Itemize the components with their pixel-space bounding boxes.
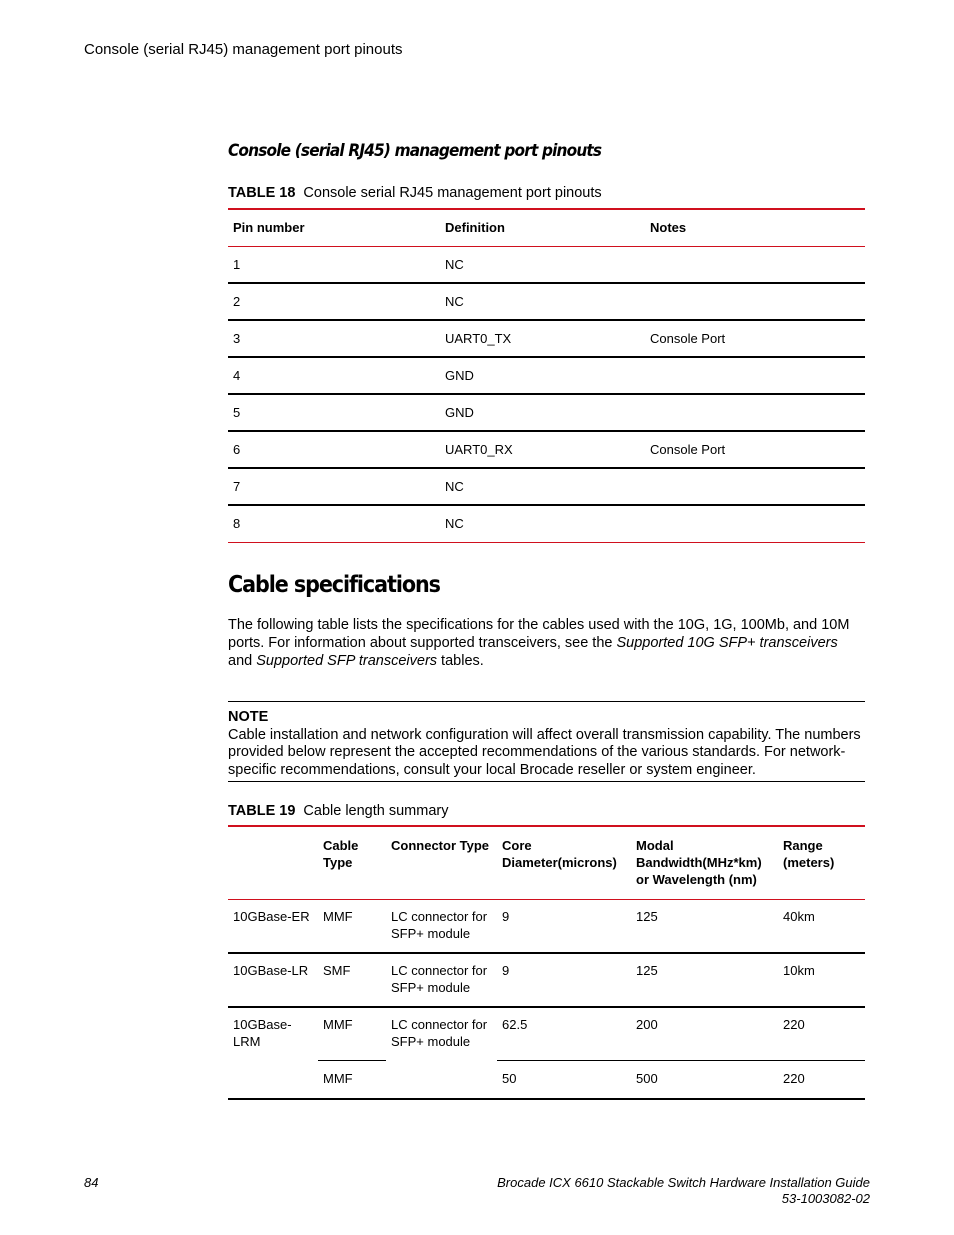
page-number: 84 bbox=[84, 1175, 99, 1190]
table-row bbox=[228, 246, 865, 283]
column-header: Definition bbox=[440, 209, 645, 246]
cable-type-cell: MMF bbox=[318, 1007, 386, 1060]
pin-cell: 8 bbox=[228, 505, 440, 542]
core-diameter-cell: 9 bbox=[497, 953, 631, 1007]
notes-cell: Console Port bbox=[645, 431, 865, 468]
table-row bbox=[228, 505, 865, 542]
transceiver-reference: Supported SFP transceivers bbox=[256, 653, 438, 669]
core-diameter-cell: 62.5 bbox=[497, 1007, 631, 1060]
range-cell: 220 bbox=[778, 1060, 865, 1099]
column-header bbox=[228, 826, 318, 900]
connector-cell: LC connector for SFP+ module bbox=[391, 909, 488, 941]
definition-cell: NC bbox=[445, 256, 464, 272]
definition-cell: UART0_RX bbox=[440, 431, 645, 468]
doc-title: Brocade ICX 6610 Stackable Switch Hardware Installation Guide bbox=[497, 1175, 870, 1190]
range-cell: 220 bbox=[778, 1007, 865, 1060]
core-diameter-cell: 9 bbox=[502, 909, 510, 924]
connector-cell-empty bbox=[386, 1060, 497, 1099]
table-number: TABLE 19 bbox=[228, 803, 296, 819]
column-header: Core Diameter(microns) bbox=[497, 826, 631, 900]
doc-number: 53-1003082-02 bbox=[781, 1191, 870, 1206]
pin-cell: 5 bbox=[228, 394, 440, 431]
definition-cell: NC bbox=[440, 283, 645, 320]
notes-cell bbox=[645, 357, 865, 394]
table-row bbox=[228, 283, 865, 320]
standard-cell: 10GBase-LR bbox=[228, 953, 318, 1007]
cable-type-cell: MMF bbox=[323, 909, 353, 924]
table-caption-text: Console serial RJ45 management port pinouts bbox=[303, 185, 602, 201]
note-box bbox=[228, 701, 865, 782]
table-header-row bbox=[228, 826, 865, 900]
table-row bbox=[228, 953, 865, 1007]
transceiver-reference: Supported 10G SFP+ transceivers bbox=[616, 635, 838, 651]
cable-type-cell: SMF bbox=[318, 953, 386, 1007]
column-header: Cable Type bbox=[318, 826, 386, 900]
footer-doc-info bbox=[497, 1175, 870, 1207]
pin-cell: 3 bbox=[228, 320, 440, 357]
notes-cell bbox=[645, 283, 865, 320]
pin-cell: 6 bbox=[228, 431, 440, 468]
column-header: Pin number bbox=[228, 209, 440, 246]
standard-cell: 10GBase-LRM bbox=[228, 1007, 318, 1099]
standard-cell: 10GBase-ER bbox=[233, 909, 310, 924]
bandwidth-cell: 200 bbox=[631, 1007, 778, 1060]
bandwidth-cell: 500 bbox=[631, 1060, 778, 1099]
intro-text: and bbox=[228, 653, 257, 669]
table-header-row bbox=[228, 209, 865, 246]
intro-text: tables. bbox=[437, 653, 484, 669]
core-diameter-cell: 50 bbox=[497, 1060, 631, 1099]
cable-type-cell: MMF bbox=[318, 1060, 386, 1099]
definition-cell: NC bbox=[440, 505, 645, 542]
table-row bbox=[228, 320, 865, 357]
notes-cell bbox=[645, 394, 865, 431]
table-row bbox=[228, 357, 865, 394]
table-row bbox=[228, 468, 865, 505]
intro-text: The following table lists the specifications for the cables used with the 10G, 1G, 100Mb, and 10M ports. For information about supported transceivers, see the bbox=[228, 617, 850, 651]
bandwidth-cell: 125 bbox=[631, 953, 778, 1007]
note-text: Cable installation and network configuration will affect overall transmission capability. The numbers provided below represent the accepted recommendations of the various standards. For network-specific recommendations, consult your local Brocade reseller or system engineer. bbox=[228, 726, 861, 778]
pin-cell: 7 bbox=[228, 468, 440, 505]
note-label: NOTE bbox=[228, 709, 269, 725]
definition-cell: GND bbox=[440, 357, 645, 394]
definition-cell: GND bbox=[440, 394, 645, 431]
table-row bbox=[228, 1060, 865, 1099]
pin-cell: 2 bbox=[228, 283, 440, 320]
table-row bbox=[228, 1007, 865, 1060]
cable-length-table bbox=[228, 825, 865, 1100]
table-18-caption bbox=[228, 185, 602, 201]
definition-cell: UART0_TX bbox=[440, 320, 645, 357]
table-row bbox=[228, 431, 865, 468]
pinout-table bbox=[228, 208, 865, 543]
table-19-caption bbox=[228, 803, 449, 819]
intro-paragraph bbox=[228, 616, 865, 670]
connector-cell: LC connector for SFP+ module bbox=[386, 953, 497, 1007]
table-caption-text: Cable length summary bbox=[303, 803, 449, 819]
subsection-title: Console (serial RJ45) management port pinouts bbox=[228, 141, 602, 160]
column-header: Connector Type bbox=[386, 826, 497, 900]
running-header: Console (serial RJ45) management port pinouts bbox=[84, 41, 403, 58]
column-header: Modal Bandwidth(MHz*km) or Wavelength (nm) bbox=[631, 826, 778, 900]
notes-cell bbox=[645, 505, 865, 542]
bandwidth-cell: 125 bbox=[636, 909, 658, 924]
table-row bbox=[228, 394, 865, 431]
notes-cell bbox=[645, 468, 865, 505]
pin-cell: 1 bbox=[233, 256, 241, 272]
range-cell: 10km bbox=[778, 953, 865, 1007]
table-row bbox=[228, 900, 865, 954]
range-cell: 40km bbox=[783, 909, 815, 924]
connector-cell: LC connector for SFP+ module bbox=[386, 1007, 497, 1060]
section-title: Cable specifications bbox=[228, 572, 440, 598]
column-header: Notes bbox=[645, 209, 865, 246]
column-header: Range (meters) bbox=[778, 826, 865, 900]
table-number: TABLE 18 bbox=[228, 185, 296, 201]
pin-cell: 4 bbox=[228, 357, 440, 394]
definition-cell: NC bbox=[440, 468, 645, 505]
notes-cell: Console Port bbox=[645, 320, 865, 357]
notes-cell bbox=[645, 246, 865, 283]
